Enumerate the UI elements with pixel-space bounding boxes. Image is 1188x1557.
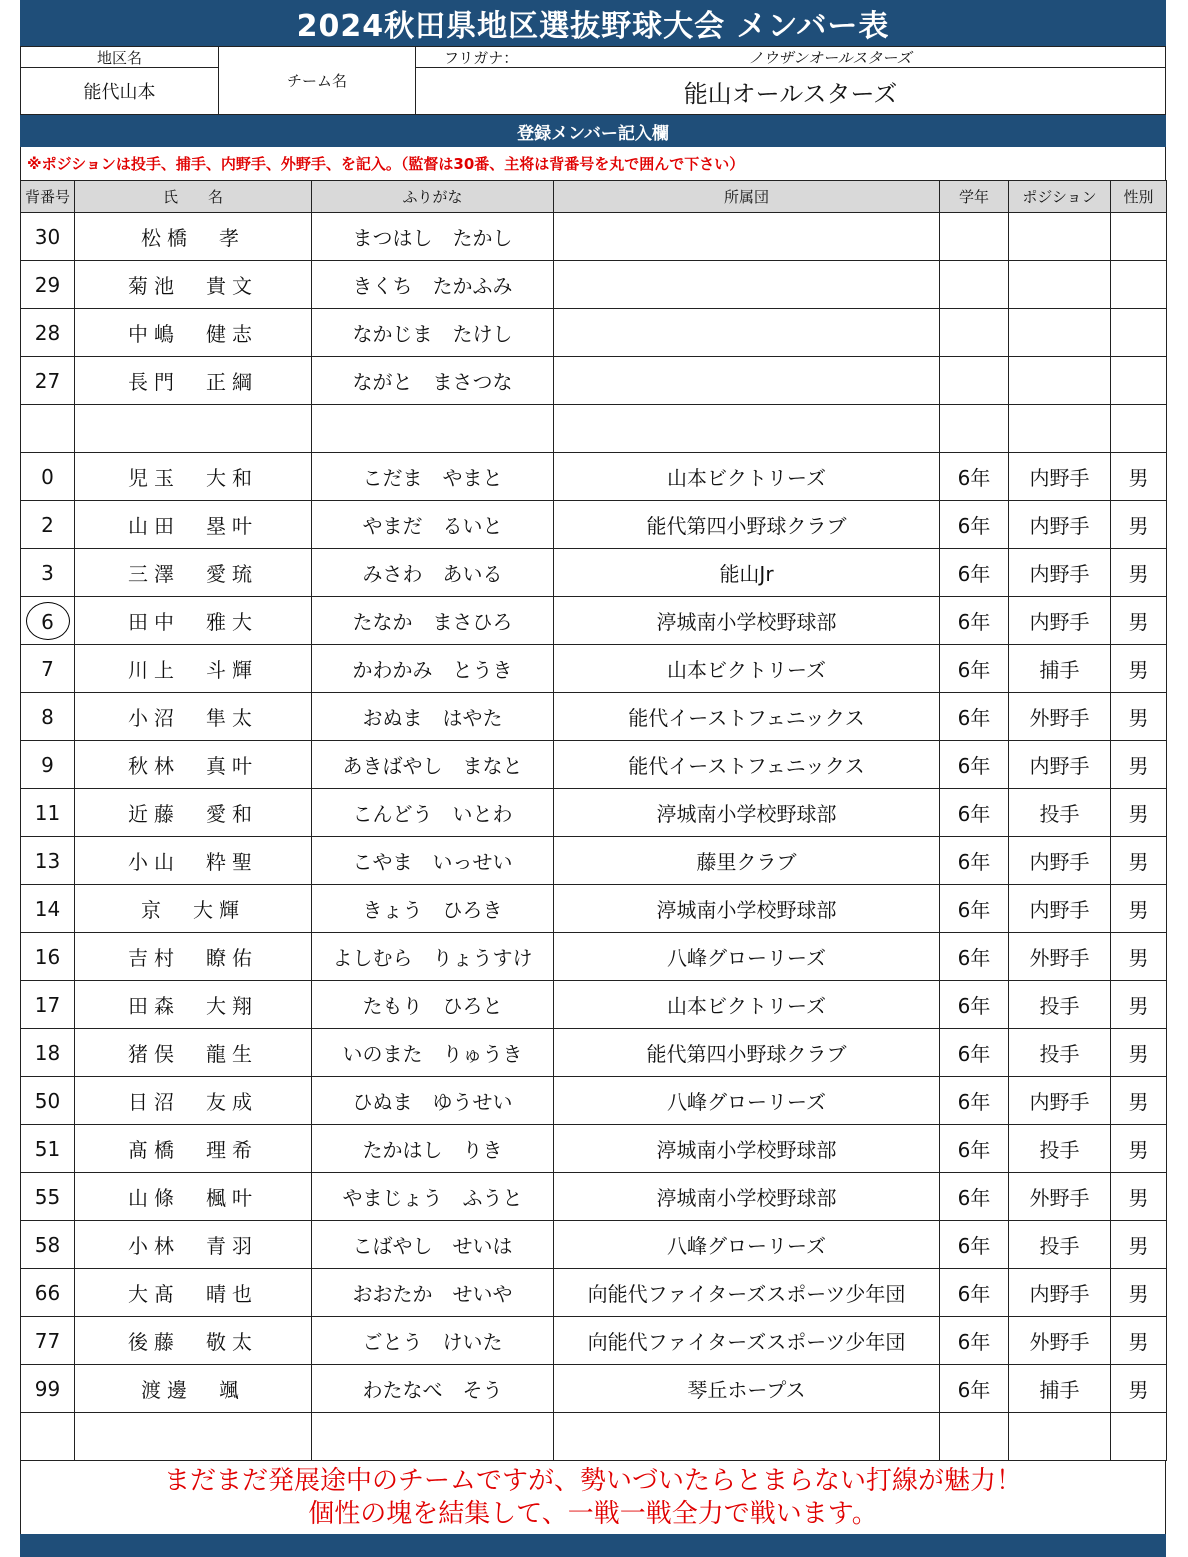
furigana-cell: まつはし たかし [312, 213, 554, 261]
grade-cell: 6年 [940, 1029, 1009, 1077]
team-cell: 渟城南小学校野球部 [554, 1173, 940, 1221]
position-cell: 投手 [1009, 1029, 1111, 1077]
sex-cell: 男 [1111, 1317, 1167, 1365]
grade-cell: 6年 [940, 693, 1009, 741]
table-row [21, 741, 1167, 789]
number-cell [21, 405, 75, 453]
name-cell: 菊池 貴文 [75, 261, 312, 309]
table-row [21, 693, 1167, 741]
position-cell: 内野手 [1009, 501, 1111, 549]
number-cell: 77 [21, 1317, 75, 1365]
number-cell: 29 [21, 261, 75, 309]
grade-cell [940, 405, 1009, 453]
table-row [21, 885, 1167, 933]
team-cell: 渟城南小学校野球部 [554, 597, 940, 645]
team-cell: 向能代ファイターズスポーツ少年団 [554, 1269, 940, 1317]
position-cell: 内野手 [1009, 597, 1111, 645]
table-row [21, 1221, 1167, 1269]
name-cell [75, 1413, 312, 1461]
table-row [21, 213, 1167, 261]
position-cell: 内野手 [1009, 837, 1111, 885]
name-cell: 猪俣 龍生 [75, 1029, 312, 1077]
col-header-grade: 学年 [940, 181, 1009, 213]
number-cell: 18 [21, 1029, 75, 1077]
furigana-row [415, 46, 1166, 68]
grade-cell [940, 1413, 1009, 1461]
team-cell: 八峰グローリーズ [554, 933, 940, 981]
sex-cell [1111, 405, 1167, 453]
number-cell: 55 [21, 1173, 75, 1221]
name-cell: 後藤 敬太 [75, 1317, 312, 1365]
table-row [21, 1125, 1167, 1173]
team-cell: 渟城南小学校野球部 [554, 789, 940, 837]
col-header-name: 氏 名 [75, 181, 312, 213]
furigana-cell: きくち たかふみ [312, 261, 554, 309]
number-cell: 99 [21, 1365, 75, 1413]
grade-cell: 6年 [940, 1317, 1009, 1365]
col-header-team: 所属団 [554, 181, 940, 213]
message-line-1: まだまだ発展途中のチームですが、勢いづいたらとまらない打線が魅力！ [163, 1466, 1022, 1496]
team-cell: 山本ビクトリーズ [554, 981, 940, 1029]
furigana-cell [312, 405, 554, 453]
name-cell: 松橋 孝 [75, 213, 312, 261]
table-row [21, 1317, 1167, 1365]
name-cell: 中嶋 健志 [75, 309, 312, 357]
furigana-cell: こばやし せいは [312, 1221, 554, 1269]
furigana-cell: ひぬま ゆうせい [312, 1077, 554, 1125]
grade-cell: 6年 [940, 1221, 1009, 1269]
table-row [21, 405, 1167, 453]
message-line-2: 個性の塊を結集して、一戦一戦全力で戦います。 [308, 1499, 878, 1529]
team-cell: 能代イーストフェニックス [554, 693, 940, 741]
sex-cell: 男 [1111, 789, 1167, 837]
sex-cell: 男 [1111, 1029, 1167, 1077]
col-header-sex: 性別 [1111, 181, 1167, 213]
table-row [21, 597, 1167, 645]
team-cell: 渟城南小学校野球部 [554, 885, 940, 933]
number-cell: 13 [21, 837, 75, 885]
grade-cell: 6年 [940, 597, 1009, 645]
position-cell: 内野手 [1009, 885, 1111, 933]
grade-cell [940, 261, 1009, 309]
captain-number-circle: 6 [26, 602, 70, 640]
name-cell: 田中 雅大 [75, 597, 312, 645]
number-cell: 2 [21, 501, 75, 549]
position-cell: 内野手 [1009, 453, 1111, 501]
table-row [21, 981, 1167, 1029]
furigana-cell: みさわ あいる [312, 549, 554, 597]
name-cell: 小山 粋聖 [75, 837, 312, 885]
grade-cell: 6年 [940, 981, 1009, 1029]
sex-cell: 男 [1111, 1221, 1167, 1269]
number-cell: 50 [21, 1077, 75, 1125]
grade-cell: 6年 [940, 837, 1009, 885]
grade-cell: 6年 [940, 741, 1009, 789]
number-cell: 3 [21, 549, 75, 597]
team-info-block [20, 46, 1166, 115]
sex-cell: 男 [1111, 645, 1167, 693]
team-cell: 藤里クラブ [554, 837, 940, 885]
sex-cell: 男 [1111, 1173, 1167, 1221]
position-cell: 内野手 [1009, 1269, 1111, 1317]
position-cell [1009, 357, 1111, 405]
grade-cell: 6年 [940, 1365, 1009, 1413]
name-cell: 山條 楓叶 [75, 1173, 312, 1221]
furigana-cell: きょう ひろき [312, 885, 554, 933]
table-row [21, 933, 1167, 981]
name-cell: 小沼 隼太 [75, 693, 312, 741]
position-cell: 外野手 [1009, 1173, 1111, 1221]
team-cell [554, 261, 940, 309]
name-cell: 川上 斗輝 [75, 645, 312, 693]
team-cell [554, 405, 940, 453]
table-row [21, 1077, 1167, 1125]
position-cell [1009, 261, 1111, 309]
position-cell: 内野手 [1009, 741, 1111, 789]
team-cell: 琴丘ホープス [554, 1365, 940, 1413]
position-cell [1009, 405, 1111, 453]
table-header-row [21, 181, 1167, 213]
grade-cell: 6年 [940, 885, 1009, 933]
sex-cell: 男 [1111, 741, 1167, 789]
sex-cell: 男 [1111, 933, 1167, 981]
sheet-title: 2024秋田県地区選抜野球大会 メンバー表 [20, 0, 1166, 46]
member-sheet [20, 0, 1166, 1557]
team-cell: 能代第四小野球クラブ [554, 501, 940, 549]
name-cell: 京 大輝 [75, 885, 312, 933]
grade-cell: 6年 [940, 549, 1009, 597]
furigana-cell: かわかみ とうき [312, 645, 554, 693]
furigana-cell: こやま いっせい [312, 837, 554, 885]
sex-cell: 男 [1111, 549, 1167, 597]
name-cell: 日沼 友成 [75, 1077, 312, 1125]
number-cell [21, 1413, 75, 1461]
team-name-value: 能山オールスターズ [415, 67, 1166, 115]
district-label: 地区名 [20, 46, 219, 68]
name-cell: 髙橋 理希 [75, 1125, 312, 1173]
grade-cell: 6年 [940, 1125, 1009, 1173]
number-cell: 17 [21, 981, 75, 1029]
name-cell: 三澤 愛琉 [75, 549, 312, 597]
footer-bar [20, 1534, 1166, 1557]
furigana-cell: なかじま たけし [312, 309, 554, 357]
table-row [21, 1269, 1167, 1317]
team-cell: 渟城南小学校野球部 [554, 1125, 940, 1173]
position-cell [1009, 213, 1111, 261]
position-cell [1009, 309, 1111, 357]
sex-cell: 男 [1111, 1077, 1167, 1125]
team-cell [554, 1413, 940, 1461]
team-message [20, 1460, 1166, 1534]
name-cell: 渡邊 颯 [75, 1365, 312, 1413]
sex-cell: 男 [1111, 453, 1167, 501]
name-cell: 田森 大翔 [75, 981, 312, 1029]
number-cell: 51 [21, 1125, 75, 1173]
position-cell: 内野手 [1009, 549, 1111, 597]
position-cell: 投手 [1009, 1221, 1111, 1269]
name-cell: 小林 青羽 [75, 1221, 312, 1269]
number-cell: 11 [21, 789, 75, 837]
number-cell: 16 [21, 933, 75, 981]
sex-cell [1111, 1413, 1167, 1461]
grade-cell: 6年 [940, 789, 1009, 837]
grade-cell: 6年 [940, 1173, 1009, 1221]
table-row [21, 645, 1167, 693]
grade-cell: 6年 [940, 501, 1009, 549]
sex-cell: 男 [1111, 1269, 1167, 1317]
sex-cell: 男 [1111, 885, 1167, 933]
team-cell [554, 309, 940, 357]
table-row [21, 261, 1167, 309]
position-cell: 外野手 [1009, 1317, 1111, 1365]
table-row [21, 837, 1167, 885]
sex-cell: 男 [1111, 981, 1167, 1029]
team-name-label: チーム名 [218, 46, 416, 115]
name-cell: 吉村 瞭佑 [75, 933, 312, 981]
position-cell: 内野手 [1009, 1077, 1111, 1125]
number-cell: 7 [21, 645, 75, 693]
sex-cell: 男 [1111, 501, 1167, 549]
team-cell [554, 213, 940, 261]
furigana-cell: たかはし りき [312, 1125, 554, 1173]
name-cell [75, 405, 312, 453]
instruction-note: ※ポジションは投手、捕手、内野手、外野手、を記入。（監督は30番、主将は背番号を丸で囲んで下さい） [20, 147, 1166, 180]
grade-cell: 6年 [940, 453, 1009, 501]
grade-cell [940, 309, 1009, 357]
number-cell: 58 [21, 1221, 75, 1269]
furigana-label: フリガナ： [444, 48, 519, 67]
sex-cell: 男 [1111, 597, 1167, 645]
furigana-cell: おぬま はやた [312, 693, 554, 741]
table-row [21, 501, 1167, 549]
number-cell: 66 [21, 1269, 75, 1317]
table-row [21, 789, 1167, 837]
table-row [21, 1029, 1167, 1077]
name-cell: 近藤 愛和 [75, 789, 312, 837]
name-cell: 大髙 晴也 [75, 1269, 312, 1317]
number-cell: 8 [21, 693, 75, 741]
sex-cell: 男 [1111, 693, 1167, 741]
furigana-cell: やまだ るいと [312, 501, 554, 549]
position-cell: 投手 [1009, 1125, 1111, 1173]
number-cell: 28 [21, 309, 75, 357]
col-header-position: ポジション [1009, 181, 1111, 213]
col-header-furigana: ふりがな [312, 181, 554, 213]
furigana-cell: ながと まさつな [312, 357, 554, 405]
position-cell: 捕手 [1009, 645, 1111, 693]
team-cell: 向能代ファイターズスポーツ少年団 [554, 1317, 940, 1365]
furigana-cell: おおたか せいや [312, 1269, 554, 1317]
sex-cell [1111, 261, 1167, 309]
furigana-cell: ごとう けいた [312, 1317, 554, 1365]
name-cell: 長門 正綱 [75, 357, 312, 405]
grade-cell [940, 357, 1009, 405]
name-cell: 秋林 真叶 [75, 741, 312, 789]
furigana-cell: こだま やまと [312, 453, 554, 501]
team-cell: 能山Jr [554, 549, 940, 597]
team-cell [554, 357, 940, 405]
grade-cell: 6年 [940, 1077, 1009, 1125]
furigana-cell: あきばやし まなと [312, 741, 554, 789]
grade-cell: 6年 [940, 933, 1009, 981]
furigana-cell: いのまた りゅうき [312, 1029, 554, 1077]
table-row [21, 549, 1167, 597]
section-title: 登録メンバー記入欄 [20, 115, 1166, 147]
position-cell: 外野手 [1009, 693, 1111, 741]
team-cell: 八峰グローリーズ [554, 1221, 940, 1269]
table-row [21, 1365, 1167, 1413]
name-cell: 山田 塁叶 [75, 501, 312, 549]
sex-cell [1111, 309, 1167, 357]
team-cell: 八峰グローリーズ [554, 1077, 940, 1125]
team-cell: 山本ビクトリーズ [554, 645, 940, 693]
col-header-number: 背番号 [21, 181, 75, 213]
furigana-cell: よしむら りょうすけ [312, 933, 554, 981]
number-cell [21, 597, 75, 645]
table-row [21, 1173, 1167, 1221]
team-cell: 能代イーストフェニックス [554, 741, 940, 789]
sex-cell: 男 [1111, 1125, 1167, 1173]
number-cell: 27 [21, 357, 75, 405]
furigana-value: ノウザンオールスターズ [748, 48, 912, 67]
table-row [21, 309, 1167, 357]
number-cell: 9 [21, 741, 75, 789]
district-value: 能代山本 [20, 67, 219, 115]
number-cell: 14 [21, 885, 75, 933]
position-cell: 投手 [1009, 981, 1111, 1029]
table-row [21, 357, 1167, 405]
number-cell: 0 [21, 453, 75, 501]
grade-cell: 6年 [940, 1269, 1009, 1317]
position-cell: 外野手 [1009, 933, 1111, 981]
furigana-cell [312, 1413, 554, 1461]
sex-cell [1111, 357, 1167, 405]
team-cell: 山本ビクトリーズ [554, 453, 940, 501]
member-table [20, 180, 1167, 1461]
team-cell: 能代第四小野球クラブ [554, 1029, 940, 1077]
grade-cell [940, 213, 1009, 261]
position-cell: 投手 [1009, 789, 1111, 837]
grade-cell: 6年 [940, 645, 1009, 693]
furigana-cell: たなか まさひろ [312, 597, 554, 645]
table-row [21, 453, 1167, 501]
table-row [21, 1413, 1167, 1461]
position-cell [1009, 1413, 1111, 1461]
position-cell: 捕手 [1009, 1365, 1111, 1413]
furigana-cell: やまじょう ふうと [312, 1173, 554, 1221]
name-cell: 児玉 大和 [75, 453, 312, 501]
furigana-cell: こんどう いとわ [312, 789, 554, 837]
furigana-cell: わたなべ そう [312, 1365, 554, 1413]
sex-cell: 男 [1111, 837, 1167, 885]
furigana-cell: たもり ひろと [312, 981, 554, 1029]
sex-cell: 男 [1111, 1365, 1167, 1413]
sex-cell [1111, 213, 1167, 261]
number-cell: 30 [21, 213, 75, 261]
